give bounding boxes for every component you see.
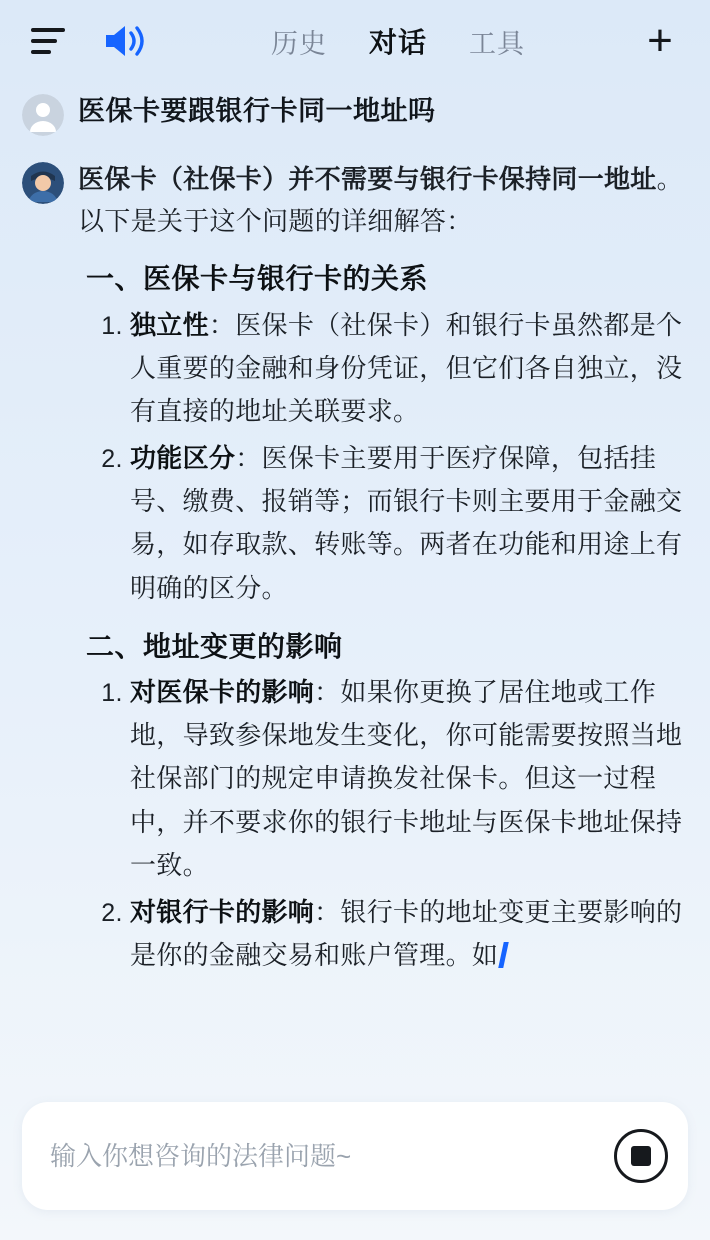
hamburger-menu-icon[interactable]	[22, 15, 74, 67]
message-input[interactable]	[50, 1141, 614, 1172]
section-heading-2: 二、地址变更的影响	[86, 630, 343, 662]
plus-icon: +	[647, 16, 673, 65]
list-item	[130, 437, 688, 610]
message-assistant	[22, 158, 688, 981]
list-item-term: 独立性	[130, 309, 209, 340]
list-item	[130, 304, 688, 433]
stop-recording-icon[interactable]	[614, 1129, 668, 1183]
assistant-avatar-icon	[22, 162, 64, 204]
list-item-term: 功能区分	[130, 443, 236, 474]
user-message-text: 医保卡要跟银行卡同一地址吗	[78, 96, 436, 126]
top-bar	[0, 0, 710, 82]
section-heading-1: 一、医保卡与银行卡的关系	[86, 263, 429, 295]
list-item	[130, 891, 688, 977]
tab-tools[interactable]: 工具	[469, 22, 525, 61]
assistant-lead-bold: 医保卡（社保卡）并不需要与银行卡保持同一地址	[78, 164, 657, 194]
list-item-term: 对医保卡的影响	[130, 677, 315, 708]
assistant-lead	[78, 158, 688, 242]
assistant-lead-rest: 。以下是关于这个问题的详细解答：	[78, 164, 683, 237]
user-avatar-icon	[22, 94, 64, 136]
list-item	[130, 671, 688, 887]
tab-chat[interactable]: 对话	[369, 21, 427, 61]
list-item-sep: ：	[208, 309, 236, 340]
chat-scroll-area[interactable]	[0, 82, 710, 1084]
section-2-list	[78, 671, 688, 977]
list-item-text: 医保卡（社保卡）和银行卡虽然都是个人重要的金融和身份凭证，但它们各自独立，没有直接的地址关联要求。	[130, 309, 683, 426]
tab-history[interactable]: 历史	[271, 22, 327, 61]
list-item-text: 医保卡主要用于医疗保障，包括挂号、缴费、报销等；而银行卡则主要用于金融交易，如存取款、转账等。两者在功能和用途上有明确的区分。	[130, 443, 683, 603]
list-item-text: 如果你更换了居住地或工作地，导致参保地发生变化，你可能需要按照当地社保部门的规定申请换发社保卡。但这一过程中，并不要求你的银行卡地址与医保卡地址保持一致。	[130, 677, 683, 880]
new-chat-button[interactable]	[636, 15, 688, 67]
list-item-sep: ：	[235, 443, 262, 474]
section-1-list	[78, 304, 688, 610]
message-user	[22, 90, 688, 136]
streaming-caret-icon	[498, 942, 509, 968]
composer-area	[0, 1084, 710, 1240]
composer-bar[interactable]	[22, 1102, 688, 1210]
assistant-message-body	[78, 158, 688, 981]
list-item-sep: ：	[314, 677, 341, 708]
list-item-sep: ：	[314, 896, 341, 927]
hamburger-lines	[31, 28, 65, 54]
speaker-on-icon[interactable]	[98, 15, 150, 67]
tab-bar	[170, 21, 626, 61]
list-item-text: 银行卡的地址变更主要影响的是你的金融交易和账户管理。如	[130, 896, 683, 970]
list-item-term: 对银行卡的影响	[130, 896, 315, 927]
